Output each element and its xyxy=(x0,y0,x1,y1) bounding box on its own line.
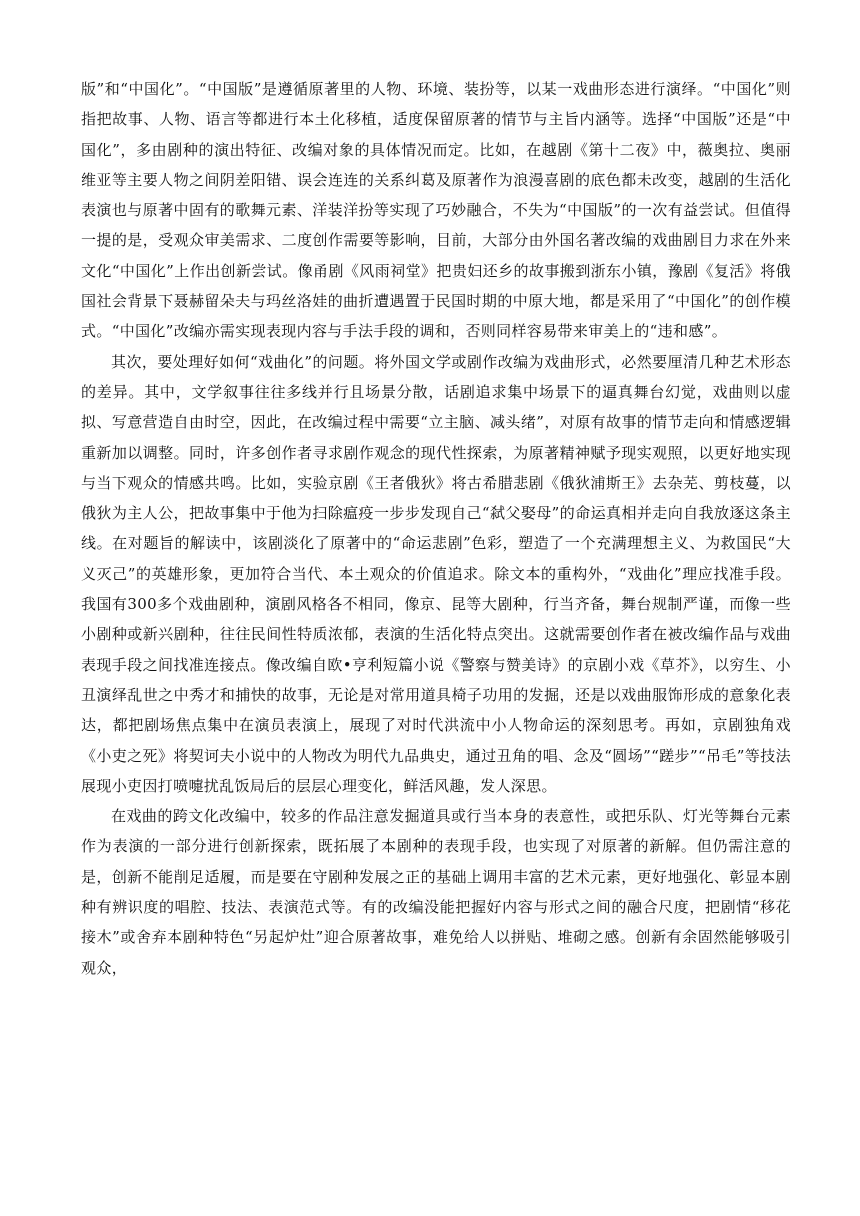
paragraph-3: 在戏曲的跨文化改编中，较多的作品注意发掘道具或行当本身的表意性，或把乐队、灯光等舞台元素作为表演的一部分进行创新探索，既拓展了本剧种的表现手段，也实现了对原著的新解。但仍需注意的是，创新不能削足适履，而是要在守剧种发展之正的基础上调用丰富的艺术元素，更好地强化、彰显本剧种有辨识度的唱腔、技法、表演范式等。有的改编没能把握好内容与形式之间的融合尺度，把剧情“移花接木”或舍弃本剧种特色“另起炉灶”迎合原著故事，难免给人以拼贴、堆砌之感。创新有余固然能够吸引观众， xyxy=(81,807,791,977)
paragraph-2: 其次，要处理好如何“戏曲化”的问题。将外国文学或剧作改编为戏曲形式，必然要厘清几种艺术形态的差异。其中，文学叙事往往多线并行且场景分散，话剧追求集中场景下的逼真舞台幻觉，戏曲则以虚拟、写意营造自由时空，因此，在改编过程中需要“立主脑、减头绪”，对原有故事的情节走向和情感逻辑重新加以调整。同时，许多创作者寻求剧作观念的现代性探索，为原著精神赋予现实观照，以更好地实现与当下观众的情感共鸣。比如，实验京剧《王者俄狄》将古希腊悲剧《俄狄浦斯王》去杂芜、剪枝蔓，以俄狄为主人公，把故事集中于他为扫除瘟疫一步步发现自己“弑父娶母”的命运真相并走向自我放逐这条主线。在对题旨的解读中，该剧淡化了原著中的“命运悲剧”色彩，塑造了一个充满理想主义、为救国民“大义灭己”的英雄形象，更加符合当代、本土观众的价值追求。除文本的重构外，“戏曲化”理应找准手段。我国有300多个戏曲剧种，演剧风格各不相同，像京、昆等大剧种，行当齐备，舞台规制严谨，而像一些小剧种或新兴剧种，往往民间性特质浓郁，表演的生活化特点突出。这就需要创作者在被改编作品与戏曲表现手段之间找准连接点。像改编自欧•亨利短篇小说《警察与赞美诗》的京剧小戏《草芥》，以穷生、小丑演绎乱世之中秀才和捕快的故事，无论是对常用道具椅子功用的发掘，还是以戏曲服饰形成的意象化表达，都把剧场焦点集中在演员表演上，展现了对时代洪流中小人物命运的深刻思考。再如，京剧独角戏《小吏之死》将契诃夫小说中的人物改为明代九品典史，通过丑角的唱、念及“圆场”“蹉步”“吊毛”等技法展现小吏因打喷嚏扰乱饭局后的层层心理变化，鲜活风趣，发人深思。 xyxy=(81,352,791,795)
paragraph-1: 版”和“中国化”。“中国版”是遵循原著里的人物、环境、装扮等，以某一戏曲形态进行演绎。“中国化”则指把故事、人物、语言等都进行本土化移植，适度保留原著的情节与主旨内涵等。选择“中国版”还是“中国化”，多由剧种的演出特征、改编对象的具体情况而定。比如，在越剧《第十二夜》中，薇奥拉、奥丽维亚等主要人物之间阴差阳错、误会连连的关系纠葛及原著作为浪漫喜剧的底色都未改变，越剧的生活化表演也与原著中固有的歌舞元素、洋装洋扮等实现了巧妙融合，不失为“中国版”的一次有益尝试。但值得一提的是，受观众审美需求、二度创作需要等影响，目前，大部分由外国名著改编的戏曲剧目力求在外来文化“中国化”上作出创新尝试。像甬剧《风雨祠堂》把贵妇还乡的故事搬到浙东小镇，豫剧《复活》将俄国社会背景下聂赫留朵夫与玛丝洛娃的曲折遭遇置于民国时期的中原大地，都是采用了“中国化”的创作模式。“中国化”改编亦需实现表现内容与手法手段的调和，否则同样容易带来审美上的“违和感”。 xyxy=(81,80,791,341)
document-page xyxy=(81,74,791,983)
